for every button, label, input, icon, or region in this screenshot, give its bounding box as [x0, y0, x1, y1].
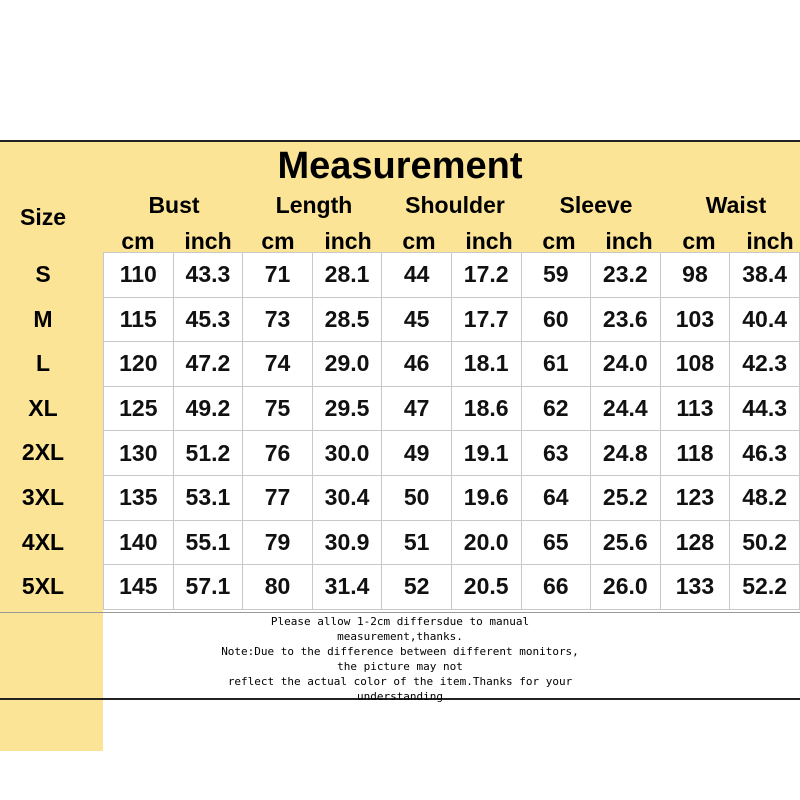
table-cell: 80: [243, 565, 312, 610]
table-cell: 145: [104, 565, 174, 610]
table-cell: 63: [521, 431, 590, 476]
table-cell: 46: [382, 342, 451, 387]
note-line: the picture may not: [337, 660, 463, 673]
unit-header-inch: inch: [746, 228, 794, 254]
note-line: measurement,thanks.: [337, 630, 463, 643]
table-cell: 66: [521, 565, 590, 610]
table-cell: 45.3: [173, 297, 243, 342]
table-cell: 59: [521, 253, 590, 298]
table-cell: 130: [104, 431, 174, 476]
table-cell: 52: [382, 565, 451, 610]
table-cell: 20.5: [451, 565, 521, 610]
table-row: [104, 342, 800, 387]
group-header-shoulder: Shoulder: [405, 192, 505, 218]
table-cell: 29.5: [312, 386, 382, 431]
table-cell: 118: [660, 431, 730, 476]
table-cell: 19.1: [451, 431, 521, 476]
table-cell: 40.4: [730, 297, 800, 342]
size-label: 3XL: [21, 484, 65, 510]
table-cell: 64: [521, 475, 590, 520]
note-line: understanding: [356, 690, 444, 703]
table-cell: 30.0: [312, 431, 382, 476]
size-label: XL: [28, 394, 58, 421]
table-cell: 29.0: [312, 342, 382, 387]
unit-header-inch: inch: [605, 228, 653, 254]
table-cell: 30.4: [312, 475, 382, 520]
measurement-table: [103, 252, 800, 610]
table-row: [104, 565, 800, 610]
table-cell: 120: [104, 342, 174, 387]
group-header-length: Length: [275, 192, 353, 218]
table-cell: 31.4: [312, 565, 382, 610]
table-cell: 47.2: [173, 342, 243, 387]
table-cell: 49: [382, 431, 451, 476]
group-header-bust: Bust: [148, 192, 200, 218]
group-header-waist: Waist: [705, 192, 767, 218]
table-cell: 47: [382, 386, 451, 431]
table-cell: 135: [104, 475, 174, 520]
table-cell: 28.5: [312, 297, 382, 342]
size-label: M: [33, 305, 53, 332]
size-label: 2XL: [21, 439, 65, 466]
size-label: S: [35, 261, 51, 287]
table-cell: 23.6: [590, 297, 660, 342]
unit-header-cm: cm: [402, 228, 436, 254]
table-cell: 44.3: [730, 386, 800, 431]
table-row: [104, 475, 800, 520]
table-cell: 25.6: [590, 520, 660, 565]
table-cell: 43.3: [173, 253, 243, 298]
table-cell: 110: [104, 253, 174, 298]
unit-header-cm: cm: [261, 228, 295, 254]
table-row: [104, 253, 800, 298]
group-header-sleeve: Sleeve: [559, 192, 633, 218]
table-cell: 61: [521, 342, 590, 387]
table-row: [104, 297, 800, 342]
table-cell: 17.2: [451, 253, 521, 298]
unit-header-cm: cm: [121, 228, 155, 254]
table-cell: 50.2: [730, 520, 800, 565]
size-label: L: [35, 350, 51, 377]
table-cell: 20.0: [451, 520, 521, 565]
table-cell: 98: [660, 253, 730, 298]
table-cell: 19.6: [451, 475, 521, 520]
table-cell: 48.2: [730, 475, 800, 520]
table-cell: 55.1: [173, 520, 243, 565]
table-cell: 65: [521, 520, 590, 565]
table-cell: 73: [243, 297, 312, 342]
table-cell: 18.1: [451, 342, 521, 387]
table-cell: 71: [243, 253, 312, 298]
table-cell: 128: [660, 520, 730, 565]
table-cell: 74: [243, 342, 312, 387]
table-cell: 113: [660, 386, 730, 431]
table-cell: 108: [660, 342, 730, 387]
table-row: [104, 431, 800, 476]
unit-header-inch: inch: [184, 228, 232, 254]
table-cell: 133: [660, 565, 730, 610]
table-cell: 140: [104, 520, 174, 565]
size-label: 4XL: [21, 528, 65, 555]
table-cell: 42.3: [730, 342, 800, 387]
unit-header-inch: inch: [465, 228, 513, 254]
table-row: [104, 520, 800, 565]
table-cell: 17.7: [451, 297, 521, 342]
table-cell: 51: [382, 520, 451, 565]
table-cell: 23.2: [590, 253, 660, 298]
table-cell: 24.8: [590, 431, 660, 476]
table-cell: 123: [660, 475, 730, 520]
table-cell: 53.1: [173, 475, 243, 520]
chart-title: Measurement: [277, 145, 523, 187]
table-cell: 28.1: [312, 253, 382, 298]
table-cell: 30.9: [312, 520, 382, 565]
table-cell: 103: [660, 297, 730, 342]
table-cell: 45: [382, 297, 451, 342]
note-line: Note:Due to the difference between different monitors,: [221, 645, 579, 658]
table-cell: 79: [243, 520, 312, 565]
note-line: Please allow 1-2cm differsdue to manual: [270, 615, 530, 628]
table-cell: 76: [243, 431, 312, 476]
size-column-header: Size: [19, 204, 67, 230]
table-cell: 115: [104, 297, 174, 342]
table-cell: 46.3: [730, 431, 800, 476]
table-cell: 50: [382, 475, 451, 520]
note-line: reflect the actual color of the item.Thanks for your: [227, 675, 573, 688]
table-row: [104, 386, 800, 431]
table-cell: 38.4: [730, 253, 800, 298]
table-cell: 60: [521, 297, 590, 342]
table-cell: 24.0: [590, 342, 660, 387]
table-header: [0, 140, 800, 252]
table-cell: 26.0: [590, 565, 660, 610]
size-label: 5XL: [21, 573, 65, 600]
table-cell: 62: [521, 386, 590, 431]
unit-header-inch: inch: [324, 228, 372, 254]
table-cell: 125: [104, 386, 174, 431]
table-cell: 51.2: [173, 431, 243, 476]
table-cell: 24.4: [590, 386, 660, 431]
table-cell: 75: [243, 386, 312, 431]
table-cell: 57.1: [173, 565, 243, 610]
disclaimer-note: [0, 612, 800, 703]
table-cell: 18.6: [451, 386, 521, 431]
table-cell: 25.2: [590, 475, 660, 520]
table-cell: 77: [243, 475, 312, 520]
unit-header-cm: cm: [542, 228, 576, 254]
unit-header-cm: cm: [682, 228, 716, 254]
table-cell: 52.2: [730, 565, 800, 610]
table-cell: 49.2: [173, 386, 243, 431]
table-cell: 44: [382, 253, 451, 298]
